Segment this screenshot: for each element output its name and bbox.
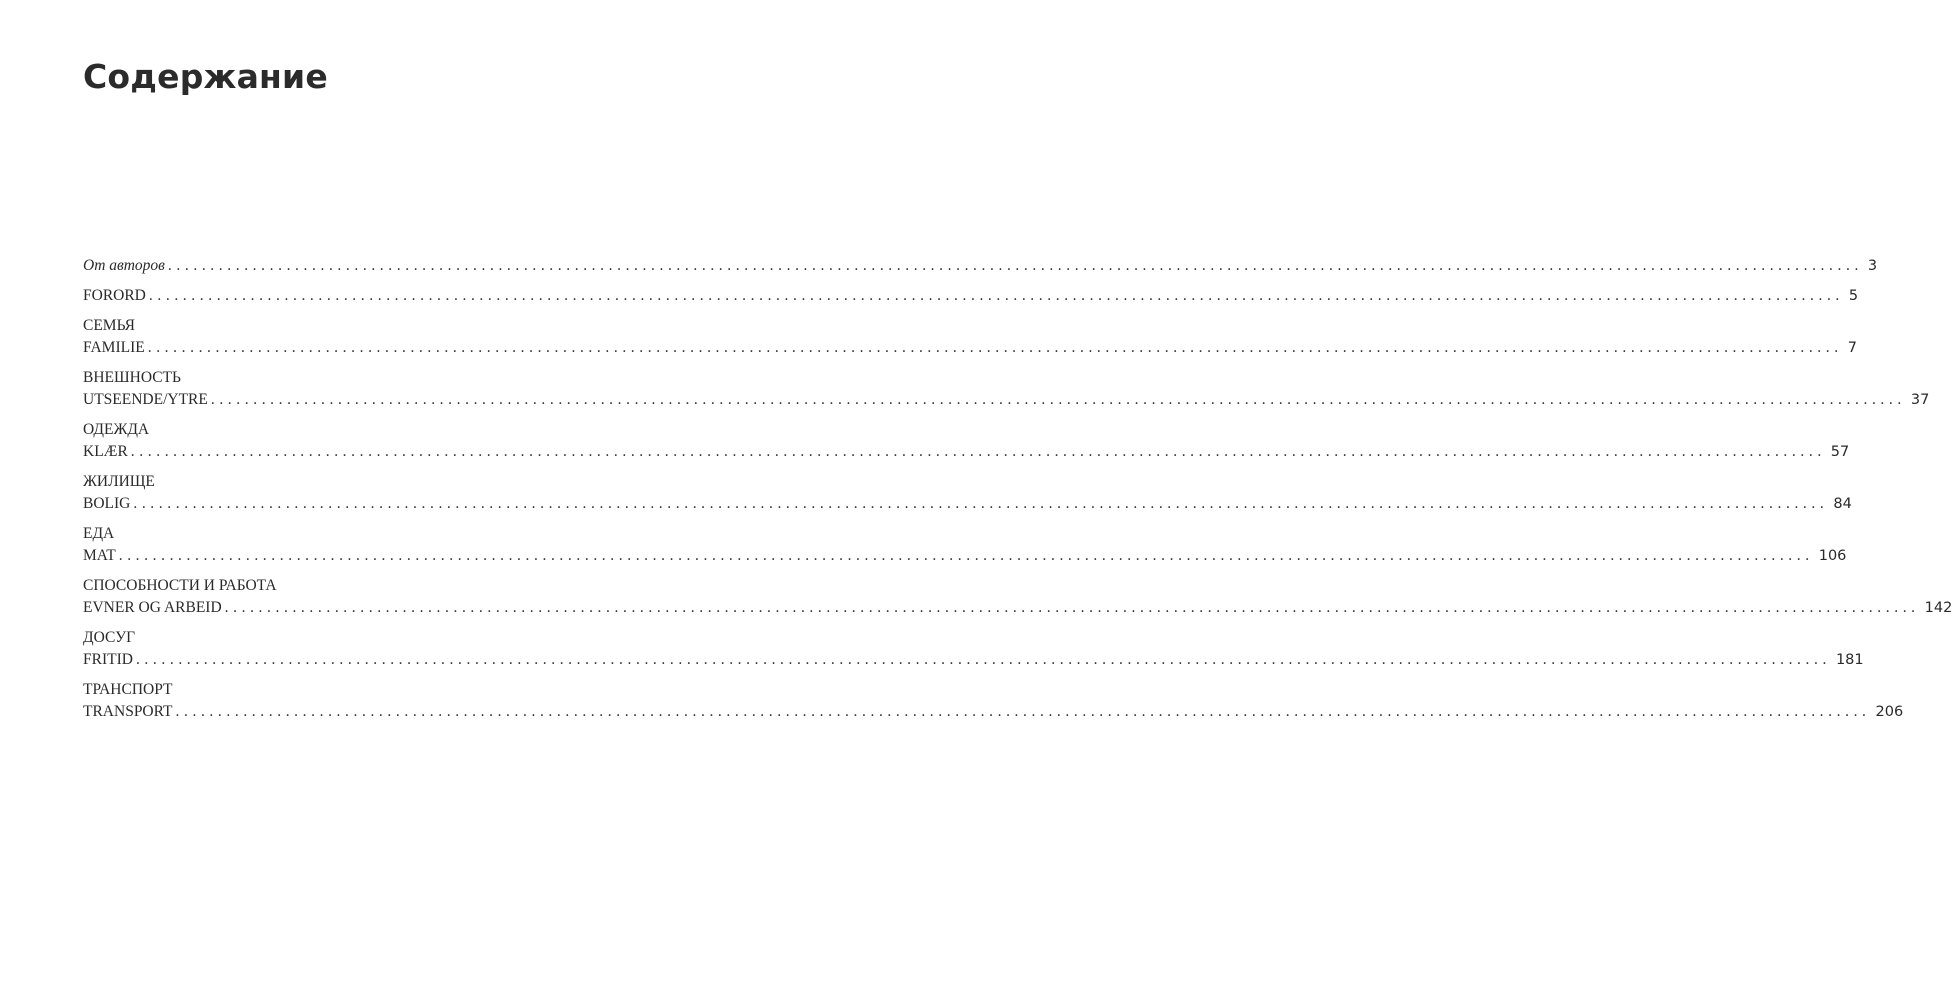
toc-label: FRITID — [83, 651, 133, 668]
toc-label: FORORD — [83, 287, 146, 304]
toc-entry — [83, 575, 1952, 619]
toc-page-number: 181 — [1835, 652, 1864, 668]
toc-label: FAMILIE — [83, 339, 145, 356]
toc-line — [83, 337, 1857, 359]
toc-entry — [83, 419, 1850, 463]
toc-entry — [83, 523, 1847, 567]
toc-section-heading: ДОСУГ — [83, 629, 136, 646]
toc-page-number: 5 — [1848, 288, 1859, 304]
toc-section-heading: СПОСОБНОСТИ И РАБОТА — [83, 577, 277, 594]
toc-page-number: 3 — [1867, 258, 1878, 274]
toc-line — [83, 545, 1847, 567]
dot-leader: ........................................................................................................................................................................................................ — [175, 703, 1871, 720]
dot-leader: ........................................................................................................................................................................................................ — [167, 257, 1863, 274]
toc-label: От авторов — [83, 257, 165, 274]
toc-line — [83, 441, 1850, 463]
toc-entry — [83, 679, 1904, 723]
toc-line — [83, 255, 1878, 277]
table-of-contents — [83, 255, 1952, 731]
toc-section-heading: СЕМЬЯ — [83, 317, 136, 334]
toc-entry — [83, 471, 1852, 515]
toc-entry — [83, 255, 1878, 277]
toc-line — [83, 389, 1930, 411]
toc-label: TRANSPORT — [83, 703, 173, 720]
dot-leader: ........................................................................................................................................................................................................ — [147, 339, 1843, 356]
toc-line — [83, 701, 1904, 723]
toc-page-number: 37 — [1910, 392, 1930, 408]
toc-line — [83, 649, 1864, 671]
toc-label: MAT — [83, 547, 116, 564]
toc-label: EVNER OG ARBEID — [83, 599, 222, 616]
toc-entry — [83, 285, 1859, 307]
dot-leader: ........................................................................................................................................................................................................ — [118, 547, 1814, 564]
dot-leader: ........................................................................................................................................................................................................ — [135, 651, 1831, 668]
toc-label: KLÆR — [83, 443, 128, 460]
toc-label: BOLIG — [83, 495, 131, 512]
toc-page-number: 106 — [1818, 548, 1847, 564]
dot-leader: ........................................................................................................................................................................................................ — [210, 391, 1906, 408]
dot-leader: ........................................................................................................................................................................................................ — [130, 443, 1826, 460]
toc-page-number: 142 — [1924, 600, 1952, 616]
toc-section-heading: ОДЕЖДА — [83, 421, 150, 438]
dot-leader: ........................................................................................................................................................................................................ — [148, 287, 1844, 304]
toc-page-number: 57 — [1830, 444, 1850, 460]
toc-page-number: 84 — [1833, 496, 1852, 512]
toc-line — [83, 493, 1852, 515]
toc-entry — [83, 367, 1930, 411]
toc-page-number: 206 — [1875, 704, 1904, 720]
toc-line — [83, 597, 1952, 619]
toc-section-heading: ЖИЛИЩЕ — [83, 473, 155, 490]
page-title: Содержание — [83, 57, 328, 96]
toc-label: UTSEENDE/YTRE — [83, 391, 208, 408]
toc-section-heading: ТРАНСПОРТ — [83, 681, 173, 698]
toc-line — [83, 285, 1859, 307]
toc-page-number: 7 — [1847, 340, 1857, 356]
toc-section-heading: ЕДА — [83, 525, 115, 542]
dot-leader: ........................................................................................................................................................................................................ — [224, 599, 1920, 616]
dot-leader: ........................................................................................................................................................................................................ — [133, 495, 1829, 512]
toc-entry — [83, 627, 1864, 671]
toc-entry — [83, 315, 1857, 359]
toc-section-heading: ВНЕШНОСТЬ — [83, 369, 181, 386]
